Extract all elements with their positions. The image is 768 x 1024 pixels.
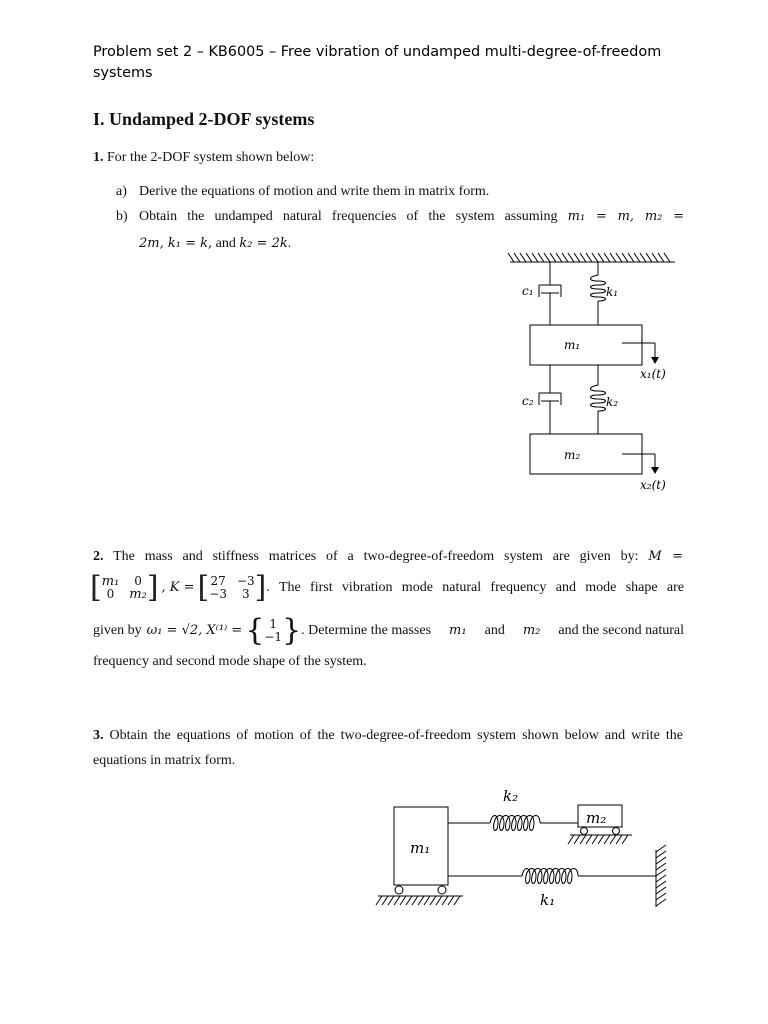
label-m2: m₂ <box>564 448 581 462</box>
hatch-line <box>656 875 666 882</box>
hatch-line <box>656 881 666 888</box>
problem-2-text-6: frequency and second mode shape of the system. <box>93 654 367 669</box>
label-k2: k₂ <box>606 395 619 409</box>
hatch-line <box>382 896 388 905</box>
part-b-math-3: k₂ = 2k <box>239 236 288 251</box>
problem-2-omega: ω₁ = √2, X⁽¹⁾ = <box>146 623 243 638</box>
part-b-line-1 <box>139 208 684 226</box>
hatch-line <box>656 857 666 864</box>
problem-2-m1: m₁ <box>449 623 467 638</box>
problem-1-part-b <box>116 208 684 226</box>
matrix-K-a: 27 <box>210 574 226 588</box>
part-b-text-and: and <box>215 236 236 251</box>
hatch-line <box>658 253 664 262</box>
figure-2-horizontal-system <box>370 780 680 930</box>
hatch-line <box>610 253 616 262</box>
figure-1-vertical-system <box>500 245 690 505</box>
problem-2-text-1: The mass and stiffness matrices of a two-degree-of-freedom system are given by: <box>113 549 639 564</box>
hatch-line <box>568 835 574 844</box>
problem-1-intro <box>93 149 683 167</box>
hatch-line <box>400 896 406 905</box>
label-m1: m₁ <box>410 839 431 857</box>
hatch-line <box>622 253 628 262</box>
matrix-M-d: m₂ <box>129 587 147 602</box>
label-c1: c₁ <box>522 284 534 298</box>
hatch-line <box>586 835 592 844</box>
hatch-line <box>656 845 666 852</box>
hatch-line <box>568 253 574 262</box>
damper-c1 <box>539 285 561 325</box>
matrix-K: [ 27 −3 −3 3 ] <box>197 570 267 605</box>
hatch-line <box>656 869 666 876</box>
hatch-line <box>616 253 622 262</box>
vector-X1-b: −1 <box>264 630 283 644</box>
hatch-line <box>454 896 460 905</box>
label-m2: m₂ <box>586 809 607 827</box>
problem-2-line-3-rest <box>301 622 684 640</box>
hatch-line <box>628 253 634 262</box>
spring-k1 <box>448 869 656 884</box>
problem-2-text-4: . Determine the masses <box>301 623 432 638</box>
problem-2-K-label: , K = <box>161 580 195 595</box>
hatch-line <box>604 253 610 262</box>
label-c2: c₂ <box>522 394 534 408</box>
wheel-m2-left <box>581 828 588 835</box>
page-header: Problem set 2 – KB6005 – Free vibration of undamped multi-degree-of-freedom systems <box>93 44 662 81</box>
hatch-line <box>656 887 666 894</box>
spring-k2 <box>448 816 578 831</box>
mass-m1-block <box>530 325 642 365</box>
hatch-line <box>388 896 394 905</box>
hatch-line <box>430 896 436 905</box>
arrow-x1 <box>622 343 655 359</box>
hatch-line <box>448 896 454 905</box>
hatch-line <box>442 896 448 905</box>
hatch-line <box>622 835 628 844</box>
vector-X1: { 1 −1 } <box>245 613 302 648</box>
ground-hatch-top <box>508 253 675 262</box>
hatch-line <box>604 835 610 844</box>
label-x1: x₁(t) <box>640 367 666 381</box>
matrix-M: [ m₁ 0 0 m₂ ] <box>90 570 159 605</box>
problem-2-M-label: M = <box>648 549 684 564</box>
hatch-line <box>514 253 520 262</box>
part-b-text-1: Obtain the undamped natural frequencies of the system assuming <box>139 209 558 224</box>
problem-2-line-1 <box>93 548 683 566</box>
hatch-line <box>508 253 514 262</box>
problem-2-number: 2. <box>93 549 104 564</box>
part-b-math-1: m₁ = m, m₂ = <box>567 209 685 224</box>
problem-2-line-3 <box>93 613 684 648</box>
problem-1-part-a <box>116 183 684 201</box>
problem-3-text-block <box>93 723 683 773</box>
spring-k2 <box>591 385 606 434</box>
part-b-text-end: . <box>287 236 292 251</box>
hatch-line <box>592 835 598 844</box>
hatch-line <box>634 253 640 262</box>
hatch-line <box>598 253 604 262</box>
label-k1: k₁ <box>540 891 556 909</box>
part-b-math-2: 2m, k₁ = k, <box>139 236 213 251</box>
hatch-line <box>574 253 580 262</box>
hatch-line <box>562 253 568 262</box>
matrix-K-d: 3 <box>242 587 250 601</box>
hatch-line <box>544 253 550 262</box>
hatch-line <box>616 835 622 844</box>
wheel-m1-right <box>438 886 446 894</box>
wheel-m2-right <box>613 828 620 835</box>
problem-1-number: 1. <box>93 150 104 165</box>
matrix-M-c: 0 <box>106 587 115 601</box>
matrix-K-c: −3 <box>209 587 227 601</box>
wheel-m1-left <box>395 886 403 894</box>
label-m1: m₁ <box>564 338 581 352</box>
problem-3-text: Obtain the equations of motion of the two-degree-of-freedom system shown below and write the equations in matrix form. <box>93 728 683 768</box>
problem-2-text-3: given by <box>93 623 142 638</box>
matrix-K-b: −3 <box>236 574 255 588</box>
label-k2: k₂ <box>503 787 519 805</box>
hatch-line <box>580 253 586 262</box>
section-title: I. Undamped 2-DOF systems <box>93 109 315 129</box>
problem-2-line-4 <box>93 653 683 671</box>
vector-X1-a: 1 <box>269 617 278 631</box>
part-a-text: Derive the equations of motion and write them in matrix form. <box>139 184 490 199</box>
problem-3-number: 3. <box>93 728 104 743</box>
arrow-x2 <box>622 454 655 469</box>
hatch-line <box>412 896 418 905</box>
problem-1-text: For the 2-DOF system shown below: <box>107 150 315 165</box>
wall-hatch <box>656 845 666 906</box>
hatch-line <box>538 253 544 262</box>
problem-2-text-2: . The first vibration mode natural frequency and mode shape are <box>266 580 684 595</box>
hatch-line <box>664 253 670 262</box>
problem-2-text-and: and <box>484 623 505 638</box>
hatch-line <box>526 253 532 262</box>
part-b-label: b) <box>116 209 128 224</box>
ground-hatch-m1 <box>376 896 460 905</box>
hatch-line <box>574 835 580 844</box>
damper-c2 <box>539 393 561 434</box>
hatch-line <box>550 253 556 262</box>
problem-2-line-2 <box>90 570 684 605</box>
hatch-line <box>418 896 424 905</box>
problem-2-text-5: and the second natural <box>558 623 684 638</box>
hatch-line <box>656 863 666 870</box>
label-x2: x₂(t) <box>640 478 666 492</box>
hatch-line <box>376 896 382 905</box>
hatch-line <box>652 253 658 262</box>
hatch-line <box>610 835 616 844</box>
hatch-line <box>520 253 526 262</box>
hatch-line <box>592 253 598 262</box>
hatch-line <box>394 896 400 905</box>
hatch-line <box>598 835 604 844</box>
spring-k1 <box>591 275 606 325</box>
hatch-line <box>656 851 666 858</box>
matrix-M-b: 0 <box>134 574 142 588</box>
hatch-line <box>532 253 538 262</box>
hatch-line <box>646 253 652 262</box>
hatch-line <box>656 893 666 900</box>
hatch-line <box>586 253 592 262</box>
part-a-label: a) <box>116 184 127 199</box>
hatch-line <box>580 835 586 844</box>
hatch-line <box>436 896 442 905</box>
problem-2-m2: m₂ <box>522 623 541 638</box>
hatch-line <box>424 896 430 905</box>
hatch-line <box>656 899 666 906</box>
hatch-line <box>406 896 412 905</box>
hatch-line <box>556 253 562 262</box>
ground-hatch-m2 <box>568 835 628 844</box>
matrix-M-a: m₁ <box>101 574 120 589</box>
hatch-line <box>640 253 646 262</box>
label-k1: k₁ <box>606 285 619 299</box>
